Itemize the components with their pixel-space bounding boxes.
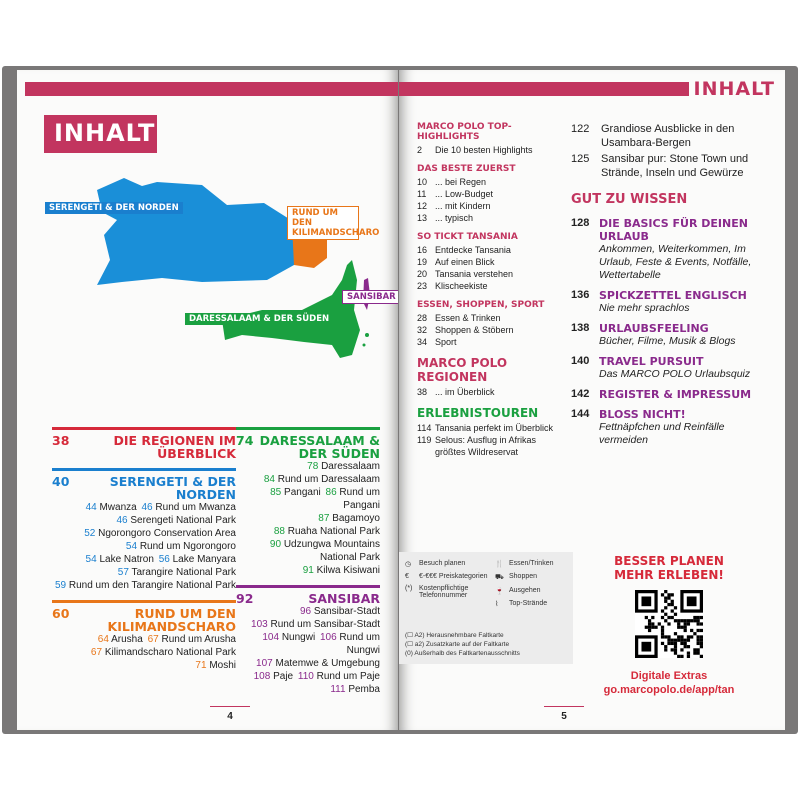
entry-page: 140 (571, 355, 590, 367)
toc-entry (52, 579, 236, 592)
toc-entry (52, 646, 236, 659)
entry-page: 11 (417, 189, 427, 199)
top-bar (399, 82, 689, 96)
toc-entry (52, 527, 236, 540)
section-title[interactable]: MARCO POLO TOP-HIGHLIGHTS (417, 122, 512, 142)
entry-title[interactable]: Rund um Paje (316, 671, 380, 682)
toc-entry[interactable] (417, 386, 567, 398)
legend-icon: 🍴 (495, 561, 504, 568)
toc-entry[interactable] (417, 324, 567, 336)
entry-title[interactable]: Arusha (111, 634, 143, 645)
entry-page: 32 (417, 325, 428, 335)
entry-page: 107 (256, 658, 273, 669)
toc-entry (236, 605, 380, 618)
toc-section-head (236, 592, 380, 605)
toc-section-head (236, 434, 380, 460)
entry-title: Sansibar pur: Stone Town und Strände, Inseln und Gewürze (601, 153, 749, 179)
toc-column-2 (236, 427, 380, 704)
entry-title[interactable]: Bagamoyo (332, 513, 380, 524)
entry-title: Klischeekiste (435, 281, 488, 291)
legend-note: (☐ A2) Herausnehmbare Faltkarte (405, 632, 504, 639)
entry-page: 10 (417, 177, 428, 187)
toc-entry (52, 553, 236, 566)
toc-entry[interactable] (417, 176, 567, 188)
toc-column-4 (571, 122, 776, 454)
entry-title[interactable]: Udzungwa Mountains National Park (283, 539, 380, 563)
qr-code-icon[interactable] (635, 590, 703, 658)
toc-entry[interactable] (417, 200, 567, 212)
toc-section (417, 232, 567, 292)
entry-title[interactable]: Moshi (209, 660, 236, 671)
entry-page: 34 (417, 337, 428, 347)
left-page (17, 70, 398, 730)
entry-title: Auf einen Blick (435, 257, 495, 267)
entry-body (599, 388, 776, 401)
legend-item (495, 560, 571, 568)
toc-entry (236, 631, 380, 657)
map-label-north: SERENGETI & DER NORDEN (45, 202, 183, 214)
legend-icon: (*) (405, 585, 413, 592)
entry-subtitle: Das MARCO POLO Urlaubsquiz (599, 368, 751, 380)
entry-page: 67 (147, 634, 159, 645)
legend-text: Shoppen (509, 573, 538, 580)
entry-page: 20 (417, 269, 428, 279)
entry-title: TRAVEL PURSUIT (599, 355, 704, 368)
entry-page: 87 (318, 513, 330, 524)
legend-icon: 🍷 (495, 588, 504, 595)
toc-entry[interactable] (417, 280, 567, 292)
toc-entry[interactable] (571, 217, 776, 282)
legend-icon: € (405, 573, 409, 580)
entry-title[interactable]: Serengeti National Park (130, 515, 236, 526)
entry-page: 13 (417, 213, 428, 223)
entry-title: BLOSS NICHT! (599, 408, 686, 421)
entry-page: 119 (417, 435, 432, 445)
top-bar (25, 82, 398, 96)
legend-item (405, 573, 489, 580)
entry-page: 104 (262, 632, 280, 643)
entry-page: 78 (307, 461, 319, 472)
toc-section (52, 600, 236, 672)
legend-text: €-€€€ Preiskategorien (419, 573, 488, 580)
entry-subtitle: Bücher, Filme, Musik & Blogs (599, 335, 736, 347)
toc-entry[interactable] (417, 144, 567, 156)
section-title[interactable]: DIE REGIONEN IM ÜBERBLICK (113, 433, 236, 461)
section-title[interactable]: ERLEBNISTOUREN (417, 406, 539, 420)
entry-page: 71 (195, 660, 207, 671)
page-number: 4 (210, 706, 250, 722)
entry-title[interactable]: Nungwi (281, 632, 316, 643)
entry-title[interactable]: Lake Manyara (172, 554, 236, 565)
entry-title[interactable]: Paje (273, 671, 294, 682)
entry-body (599, 322, 776, 348)
section-title[interactable]: ESSEN, SHOPPEN, SPORT (417, 300, 545, 310)
entry-page: 110 (297, 671, 314, 682)
entry-title: Tansania perfekt im Überblick (435, 423, 554, 433)
entry-page: 125 (571, 153, 590, 165)
entry-page: 88 (273, 526, 285, 537)
section-title[interactable]: MARCO POLO REGIONEN (417, 356, 508, 384)
legend-text: Top-Strände (509, 600, 548, 607)
toc-entry[interactable] (417, 256, 567, 268)
entry-page: 122 (571, 123, 590, 135)
promo-line1: BESSER PLANEN (614, 554, 724, 568)
entry-title: Entdecke Tansania (435, 245, 511, 255)
entry-page: 54 (85, 554, 97, 565)
entry-page: 57 (117, 567, 129, 578)
section-page: 74 (236, 433, 254, 448)
toc-section (236, 585, 380, 696)
entry-page: 52 (84, 528, 96, 539)
toc-entry[interactable] (417, 212, 567, 224)
toc-section (236, 427, 380, 577)
section-page: 92 (236, 591, 254, 606)
entry-page: 144 (571, 408, 590, 420)
entry-title[interactable]: Ruaha National Park (287, 526, 380, 537)
toc-entry (236, 473, 380, 486)
toc-section-head (52, 434, 236, 460)
toc-entry[interactable] (571, 322, 776, 348)
entry-page: 90 (269, 539, 282, 550)
toc-section (417, 406, 567, 458)
region-map (42, 170, 372, 370)
header-title: INHALT (693, 78, 775, 100)
page-number: 5 (544, 706, 584, 722)
entry-title[interactable]: Daressalaam (321, 461, 380, 472)
entry-page: 108 (253, 671, 271, 682)
toc-section (417, 122, 567, 156)
entry-page: 19 (417, 257, 428, 267)
section-title[interactable]: DARESSALAAM & DER SÜDEN (259, 433, 380, 461)
entry-title[interactable]: Tarangire National Park (131, 567, 236, 578)
entry-subtitle: Ankommen, Weiterkommen, Im Urlaub, Feste & Events, Notfälle, Wettertabelle (599, 243, 752, 281)
entry-page: 2 (417, 145, 423, 155)
entry-title[interactable]: Rund um Pangani (339, 487, 380, 511)
entry-title[interactable]: Lake Natron (99, 554, 154, 565)
toc-section (417, 164, 567, 224)
map-label-kili: RUND UM DEN KILIMANDSCHARO (287, 206, 359, 240)
entry-title[interactable]: Rund um Sansibar-Stadt (270, 619, 380, 630)
toc-entry (52, 514, 236, 527)
legend-item (495, 600, 571, 608)
legend-item (405, 585, 489, 599)
legend-text: Besuch planen (419, 560, 466, 567)
entry-page: 12 (417, 201, 428, 211)
page-title: INHALT (44, 115, 157, 153)
toc-entry (236, 525, 380, 538)
entry-page: 23 (417, 281, 428, 291)
entry-title: Selous: Ausflug in Afrikas größtes Wildreservat (435, 435, 537, 457)
section-title[interactable]: DAS BESTE ZUERST (417, 164, 516, 174)
entry-page: 111 (330, 684, 346, 695)
legend-item (495, 573, 571, 582)
entry-page: 103 (251, 619, 268, 630)
toc-section-head (52, 475, 236, 501)
toc-entry[interactable] (417, 336, 567, 348)
section-page: 60 (52, 606, 70, 621)
toc-section (52, 427, 236, 460)
entry-title[interactable]: Rund um Ngorongoro (139, 541, 236, 552)
entry-page: 64 (97, 634, 109, 645)
entry-title: Sport (435, 337, 457, 347)
toc-section (52, 468, 236, 592)
legend-text: Essen/Trinken (509, 560, 554, 567)
entry-page: 136 (571, 289, 590, 301)
toc-entry (52, 566, 236, 579)
entry-page: 44 (85, 502, 97, 513)
entry-page: 59 (54, 580, 67, 591)
entry-page: 86 (325, 487, 337, 498)
entry-title[interactable]: Ngorongoro Conservation Area (98, 528, 236, 539)
entry-page: 128 (571, 217, 590, 229)
promo-url[interactable]: go.marcopolo.de/app/tan (603, 684, 735, 696)
entry-page: 114 (417, 423, 432, 433)
promo-box (589, 554, 749, 697)
toc-entry[interactable] (417, 244, 567, 256)
toc-entry[interactable] (571, 408, 776, 447)
entry-title[interactable]: Kilimandscharo National Park (104, 647, 236, 658)
section-title[interactable]: RUND UM DEN KILIMANDSCHARO (107, 606, 236, 634)
legend-text: Kostenpflichtige Telefonnummer (419, 585, 469, 599)
toc-entry[interactable] (417, 422, 567, 434)
entry-title: REGISTER & IMPRESSUM (599, 388, 752, 401)
entry-title[interactable]: Matemwe & Umgebung (275, 658, 380, 669)
entry-page: 54 (125, 541, 138, 552)
entry-page: 91 (302, 565, 314, 576)
legend-icon: ⛟ (495, 574, 504, 581)
entry-title: Shoppen & Stöbern (435, 325, 514, 335)
legend-text: Ausgehen (509, 587, 541, 594)
toc-entry[interactable] (571, 388, 776, 401)
toc-entry (236, 564, 380, 577)
toc-entry (236, 618, 380, 631)
entry-body (599, 217, 776, 282)
entry-title: DIE BASICS FÜR DEINEN URLAUB (599, 217, 748, 243)
entry-page: 142 (571, 388, 590, 400)
entry-page: 28 (417, 313, 428, 323)
map-region-north (97, 178, 294, 285)
entry-body (599, 289, 776, 315)
legend-note: (0) Außerhalb des Faltkartenausschnitts (405, 650, 520, 657)
right-page (399, 70, 785, 730)
section-page: 40 (52, 474, 70, 489)
toc-entry[interactable] (571, 122, 776, 150)
toc-column-3 (417, 122, 567, 466)
entry-title[interactable]: Pemba (348, 684, 380, 695)
entry-title[interactable]: Rund um Arusha (161, 634, 236, 645)
toc-entry[interactable] (417, 434, 567, 458)
entry-page: 46 (116, 515, 128, 526)
toc-entry (52, 633, 236, 646)
promo-line2: MEHR ERLEBEN! (614, 568, 724, 582)
toc-entry (236, 512, 380, 525)
entry-title: Grandiose Ausblicke in den Usambara-Bergen (601, 123, 735, 149)
entry-title[interactable]: Rund um Nungwi (339, 632, 380, 656)
section-title[interactable]: SO TICKT TANSANIA (417, 232, 518, 242)
toc-entry[interactable] (417, 268, 567, 280)
entry-page: 85 (270, 487, 282, 498)
toc-entry[interactable] (571, 355, 776, 381)
legend-note: (☐ a2) Zusatzkarte auf der Faltkarte (405, 641, 510, 648)
entry-title[interactable]: Mwanza (99, 502, 137, 513)
legend-icon: ◷ (405, 561, 412, 568)
toc-entry (236, 486, 380, 512)
section-page: 38 (52, 433, 70, 448)
promo-extras: Digitale Extras (630, 670, 708, 682)
entry-page: 16 (417, 245, 428, 255)
entry-title: ... bei Regen (435, 177, 487, 187)
entry-title: Essen & Trinken (435, 313, 501, 323)
entry-title[interactable]: Rund um den Tarangire National Park (68, 580, 236, 591)
entry-title: SPICKZETTEL ENGLISCH (599, 289, 747, 302)
entry-title: URLAUBSFEELING (599, 322, 709, 335)
toc-entry[interactable] (417, 312, 567, 324)
toc-entry (52, 659, 236, 672)
entry-page: 84 (263, 474, 275, 485)
entry-title[interactable]: Rund um Mwanza (155, 502, 236, 513)
toc-entry (236, 460, 380, 473)
entry-page: 138 (571, 322, 590, 334)
toc-entry (236, 657, 380, 670)
section-title[interactable]: SANSIBAR (308, 591, 380, 606)
entry-subtitle: Nie mehr sprachlos (599, 302, 690, 314)
entry-title: Tansania verstehen (435, 269, 514, 279)
entry-subtitle: Fettnäpfchen und Reinfälle vermeiden (599, 421, 725, 446)
entry-body (599, 408, 776, 447)
toc-entry (236, 683, 380, 696)
entry-title[interactable]: Pangani (284, 487, 321, 498)
toc-entry (52, 540, 236, 553)
map-label-south: DARESSALAAM & DER SÜDEN (185, 313, 333, 325)
entry-page: 56 (158, 554, 170, 565)
toc-section (417, 300, 567, 348)
toc-entry (52, 501, 236, 514)
gut-zu-wissen-title: GUT ZU WISSEN (571, 192, 688, 207)
entry-page: 67 (90, 647, 103, 658)
entry-page: 96 (299, 606, 312, 617)
toc-entry (236, 670, 380, 683)
entry-title: ... typisch (435, 213, 474, 223)
legend-item (495, 587, 571, 595)
toc-entry[interactable] (417, 188, 567, 200)
legend-item (405, 560, 489, 568)
toc-section-head (52, 607, 236, 633)
entry-page: 38 (417, 387, 428, 397)
entry-title: Die 10 besten Highlights (435, 145, 533, 155)
entry-title: ... im Überblick (435, 387, 495, 397)
entry-title: ... Low-Budget (435, 189, 494, 199)
entry-page: 106 (319, 632, 337, 643)
entry-title[interactable]: Sansibar-Stadt (313, 606, 380, 617)
toc-entry[interactable] (571, 289, 776, 315)
toc-entry[interactable] (571, 152, 776, 180)
entry-title[interactable]: Rund um Daressalaam (277, 474, 380, 485)
toc-section (417, 356, 567, 398)
entry-title: ... mit Kindern (435, 201, 491, 211)
toc-entry (236, 538, 380, 564)
entry-page: 46 (141, 502, 153, 513)
legend-icon: ⌇ (495, 601, 499, 608)
entry-title[interactable]: Kilwa Kisiwani (316, 565, 380, 576)
toc-column-1 (52, 427, 236, 680)
legend (399, 552, 573, 664)
entry-body (599, 355, 776, 381)
section-title[interactable]: SERENGETI & DER NORDEN (109, 474, 236, 502)
map-label-sansibar: SANSIBAR (342, 290, 398, 304)
